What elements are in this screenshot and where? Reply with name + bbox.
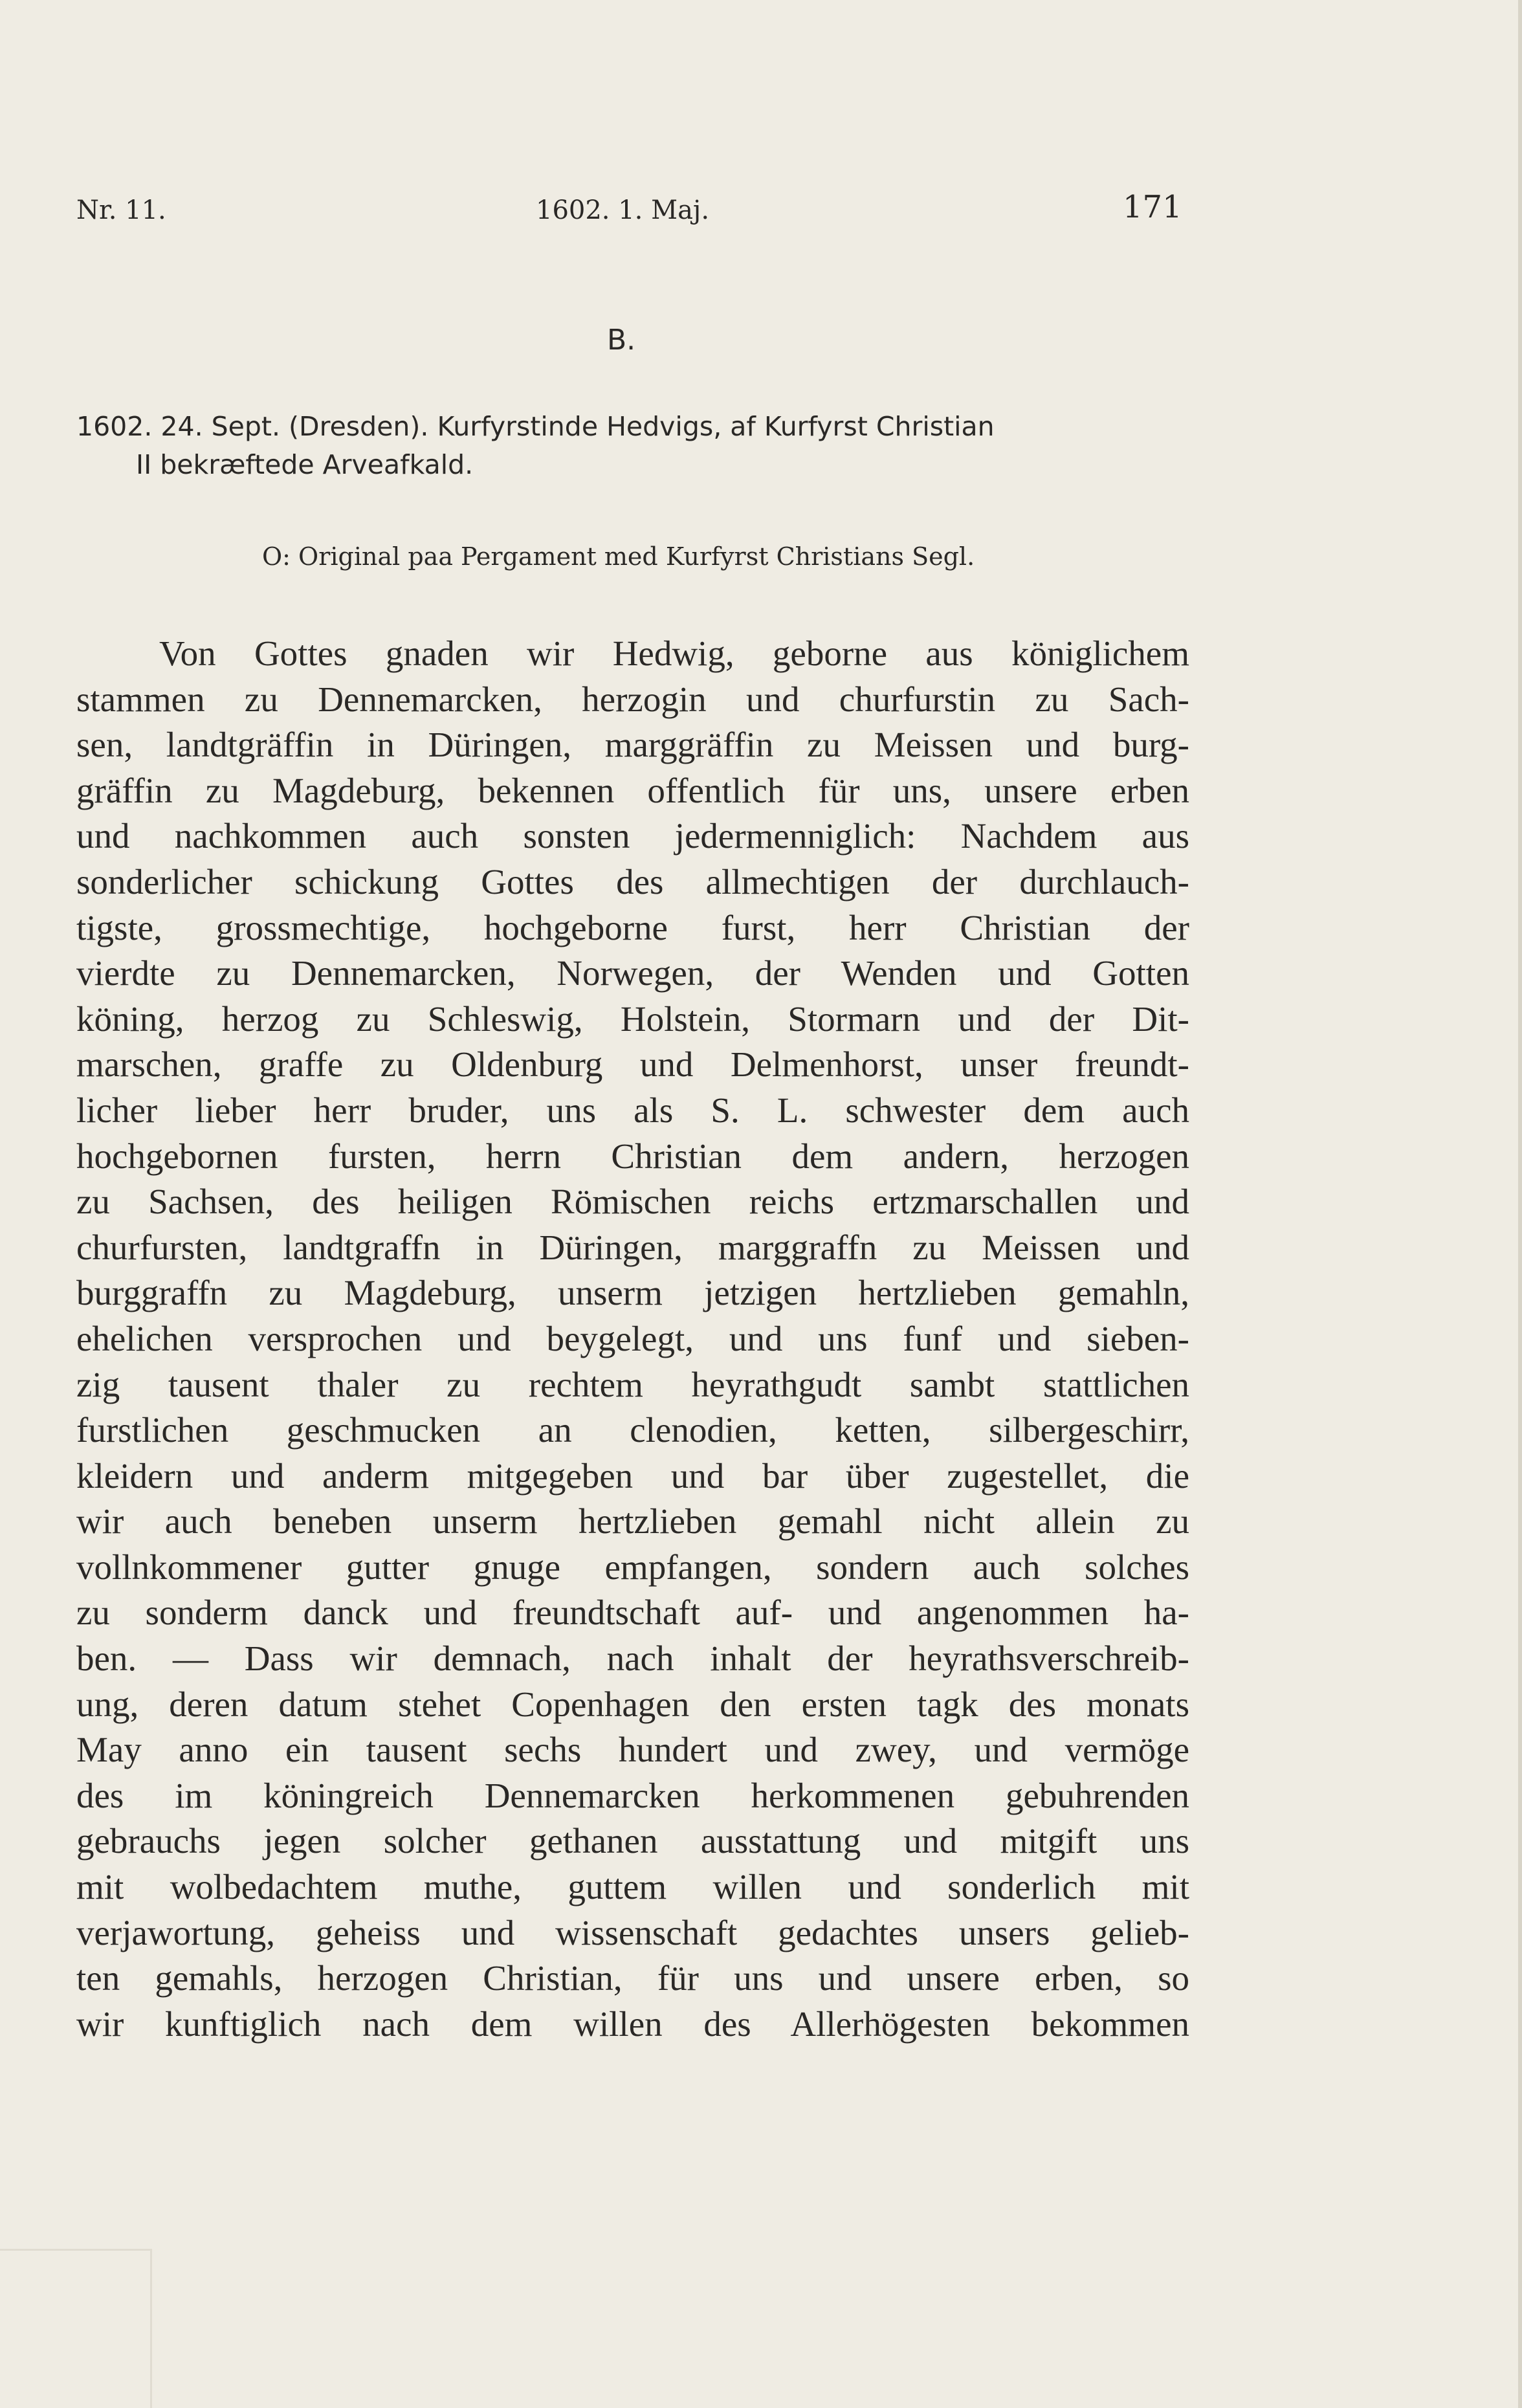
body-line: hochgebornen fursten, herrn Christian dem andern, herzogen <box>76 1136 1189 1176</box>
heading-line-1: 1602. 24. Sept. (Dresden). Kurfyrstinde Hedvigs, af Kurfyrst Christian <box>76 411 995 442</box>
body-line: licher lieber herr bruder, uns als S. L. schwester dem auch <box>76 1090 1189 1130</box>
body-line: zig tausent thaler zu rechtem heyrathgudt sambt stattlichen <box>76 1364 1189 1404</box>
body-line: furstlichen geschmucken an clenodien, ketten, silbergeschirr, <box>76 1410 1189 1450</box>
body-line: marschen, graffe zu Oldenburg und Delmenhorst, unser freundt- <box>76 1044 1189 1085</box>
body-line: vierdte zu Dennemarcken, Norwegen, der Wenden und Gotten <box>76 953 1189 993</box>
header-date: 1602. 1. Maj. <box>536 195 710 225</box>
body-line: und nachkommen auch sonsten jedermenniglich: Nachdem aus <box>76 816 1189 856</box>
body-line: ehelichen versprochen und beygelegt, und uns funf und sieben- <box>76 1318 1189 1358</box>
page-edge <box>1518 0 1522 2408</box>
body-line: des im köningreich Dennemarcken herkommenen gebuhrenden <box>76 1775 1189 1815</box>
body-line: vollnkommener gutter gnuge empfangen, sondern auch solches <box>76 1547 1189 1587</box>
body-line: gräffin zu Magdeburg, bekennen offentlich für uns, unsere erben <box>76 770 1189 810</box>
body-line: kleidern und anderm mitgegeben und bar über zugestellet, die <box>76 1455 1189 1496</box>
body-text <box>76 631 1189 2047</box>
body-line: churfursten, landtgraffn in Düringen, marggraffn zu Meissen und <box>76 1227 1189 1267</box>
body-line: tigste, grossmechtige, hochgeborne furst, herr Christian der <box>76 907 1189 947</box>
body-line: ben. — Dass wir demnach, nach inhalt der heyrathsverschreib- <box>76 1639 1189 1679</box>
body-line: verjawortung, geheiss und wissenschaft gedachtes unsers gelieb- <box>76 1912 1189 1952</box>
body-line: stammen zu Dennemarcken, herzogin und churfurstin zu Sach- <box>76 679 1189 719</box>
body-line: gebrauchs jegen solcher gethanen ausstattung und mitgift uns <box>76 1821 1189 1861</box>
document-number: Nr. 11. <box>76 195 166 225</box>
section-letter: B. <box>607 324 636 357</box>
heading-line-2: II bekræftede Arveafkald. <box>136 449 474 480</box>
body-line: zu sonderm danck und freundtschaft auf- und angenommen ha- <box>76 1593 1189 1633</box>
document-heading <box>76 408 1189 484</box>
scan-tab-mark <box>0 2249 152 2408</box>
running-header <box>76 189 1182 234</box>
body-line: wir kunftiglich nach dem willen des Allerhögesten bekommen <box>76 2004 1189 2044</box>
source-note: O: Original paa Pergament med Kurfyrst Christians Segl. <box>262 542 975 571</box>
body-line: Von Gottes gnaden wir Hedwig, geborne aus königlichem <box>159 634 1189 673</box>
body-line: burggraffn zu Magdeburg, unserm jetzigen hertzlieben gemahln, <box>76 1273 1189 1313</box>
body-line: köning, herzog zu Schleswig, Holstein, Stormarn und der Dit- <box>76 999 1189 1039</box>
body-line: wir auch beneben unserm hertzlieben gemahl nicht allein zu <box>76 1501 1189 1541</box>
body-line: May anno ein tausent sechs hundert und zwey, und vermöge <box>76 1730 1189 1770</box>
body-line: ten gemahls, herzogen Christian, für uns und unsere erben, so <box>76 1958 1189 1998</box>
page-number: 171 <box>1123 189 1182 225</box>
body-line: zu Sachsen, des heiligen Römischen reichs ertzmarschallen und <box>76 1182 1189 1222</box>
body-line: mit wolbedachtem muthe, guttem willen und sonderlich mit <box>76 1867 1189 1907</box>
body-line: ung, deren datum stehet Copenhagen den ersten tagk des monats <box>76 1684 1189 1724</box>
body-line: sen, landtgräffin in Düringen, marggräffin zu Meissen und burg- <box>76 725 1189 765</box>
body-line: sonderlicher schickung Gottes des allmechtigen der durchlauch- <box>76 861 1189 901</box>
